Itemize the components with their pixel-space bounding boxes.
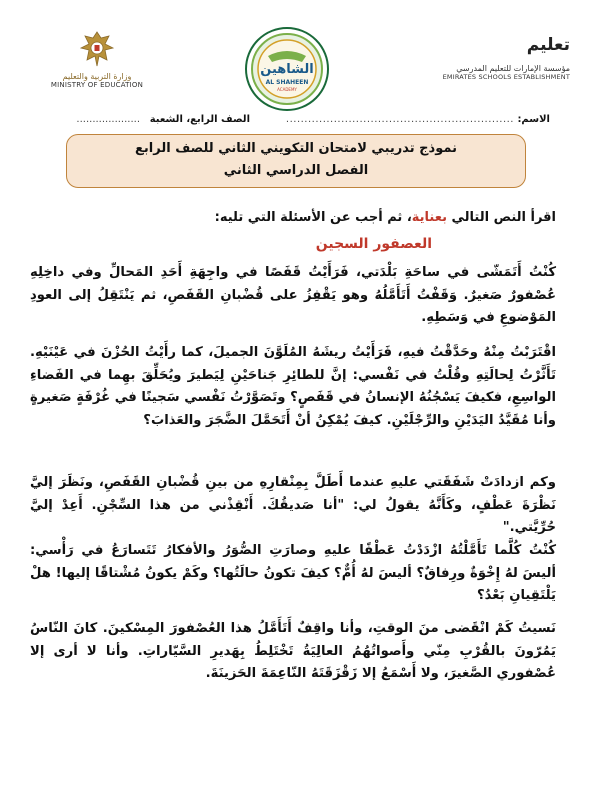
student-info-line — [50, 114, 550, 130]
grade-label: الصف الرابع، الشعبة — [149, 114, 250, 125]
school-logo-sub: ACADEMY — [277, 87, 297, 92]
ministry-arabic-name: وزارة التربية والتعليم — [62, 72, 132, 81]
establishment-brand: تعليم — [526, 35, 570, 55]
story-paragraph: كُنْتُ كُلَّما تَأَمَّلْتُهُ ازْدَدْتُ عَطْفًا عليهِ وصارَتِ الصُّوَرُ والأفكارُ تَتَسارَعُ في رَأْسي: أليسَ لهُ إِخْوَةٌ ورِفاقٌ؟ أليسَ لهُ أُمٌّ؟ كيفَ تكونُ حالَتُها؟ وكَمْ يكونُ مُشْتاقًا إليها! هلْ يَلْتَقِيانِ بَعْدُ؟ — [30, 543, 556, 603]
school-logo-english: AL SHAHEEN — [265, 79, 309, 86]
ministry-english-name: MINISTRY OF EDUCATION — [50, 81, 144, 89]
establishment-logo — [430, 36, 570, 81]
ministry-logo — [42, 28, 152, 89]
story-paragraph: كُنْتُ أَتَمَشّى في ساحَةِ بَلْدَتي، فَرَأَيْتُ قَفَصًا في واجِهَةِ أَحَدِ المَحالِّ وفي داخِلِهِ عُصْفورٌ صَغيرٌ. وَقَفْتُ أَتَأَمَّلُهُ وهو يَقْفِزُ على قُضْبانِ القَفَصِ، ثم يَنْتَقِلُ إلى العودِ المَوْضوعِ في وَسَطِهِ. — [30, 265, 556, 325]
school-logo-arabic: الشاهين — [260, 62, 314, 77]
instruction-highlight: بعناية — [411, 210, 447, 225]
reading-instruction — [215, 210, 556, 225]
story-paragraph: اقْتَرَبْتُ مِنْهُ وحَدَّقْتُ فيهِ، فَرَأَيْتُ ريشَهُ المُلَوَّنَ الجميلَ، كما رأَيْتُ الحُزْنَ في عَيْنَيْهِ. تَأَثَّرْتُ لِحالَتِهِ وقُلْتُ في نَفْسي: إنَّ للطائِرِ جَناحَيْنِ لِيَطيرَ ويُحَلِّقَ بهِما في الفَضاءِ الواسِعِ، فكيفَ يَسْجُنُهُ الإنسانُ في قَفَصٍ؟ وتَصَوَّرْتُ نَفْسي سَجينًا في غُرْفَةٍ صَغيرةٍ وأنا مُقَيَّدُ اليَدَيْنِ والرِّجْلَيْنِ. كيفَ يُمْكِنُ أنْ أَتَحَمَّلَ الضَّجَرَ والعَذابَ؟ — [30, 345, 556, 428]
instruction-text-start: اقرأ النص التالي — [446, 210, 556, 225]
instruction-text-end: ، ثم أجب عن الأسئلة التي تليه: — [214, 210, 412, 225]
name-label: الاسم: — [517, 114, 550, 125]
exam-title-box — [66, 134, 526, 188]
establishment-english-name: EMIRATES SCHOOLS ESTABLISHMENT — [442, 73, 570, 81]
uae-emblem-icon — [77, 28, 117, 70]
story-paragraph: نَسيتُ كَمْ انْقَضى منَ الوقتِ، وأنا واقِفٌ أَتَأَمَّلُ هذا العُصْفورَ المِسْكينَ. كانَ النّاسُ يَمُرّونَ بالقُرْبِ مِنّي وأَصواتُهُمُ العالِيَةُ تَخْتَلِطُ بِهَديرِ السَّيّاراتِ. وأنا لا أرى إلا عُصْفوري الصَّغيرَ، ولا أَسْمَعُ إلا زَقْزَقَتَهُ النّاعِمَةَ الحَزينَةَ. — [30, 621, 556, 681]
story-paragraph: وكم ازدادَتْ شَفَقَتي عليهِ عندما أَطَلَّ بِمِنْقارِهِ من بينِ قُضْبانِ القَفَصِ، ونَظَرَ إليَّ نَظْرَةَ عَطْفٍ، وكَأَنَّهُ يقولُ لي: "أنا صَديقُكَ. أَنْقِذْني من هذا السِّجْنِ. أَعِدْ إليَّ حُرِّيَّتي." — [30, 475, 556, 535]
exam-semester: الفصل الدراسي الثاني — [223, 163, 369, 178]
establishment-arabic-name: مؤسسة الإمارات للتعليم المدرسي — [456, 64, 570, 73]
grade-blank[interactable]: .................... — [76, 114, 140, 125]
school-logo — [244, 26, 330, 112]
exam-title: نموذج تدريبي لامتحان التكويني الثاني للصف الرابع — [135, 141, 457, 156]
name-blank[interactable]: .............................................................. — [285, 114, 514, 125]
story-title: العصفور السجين — [315, 236, 432, 252]
